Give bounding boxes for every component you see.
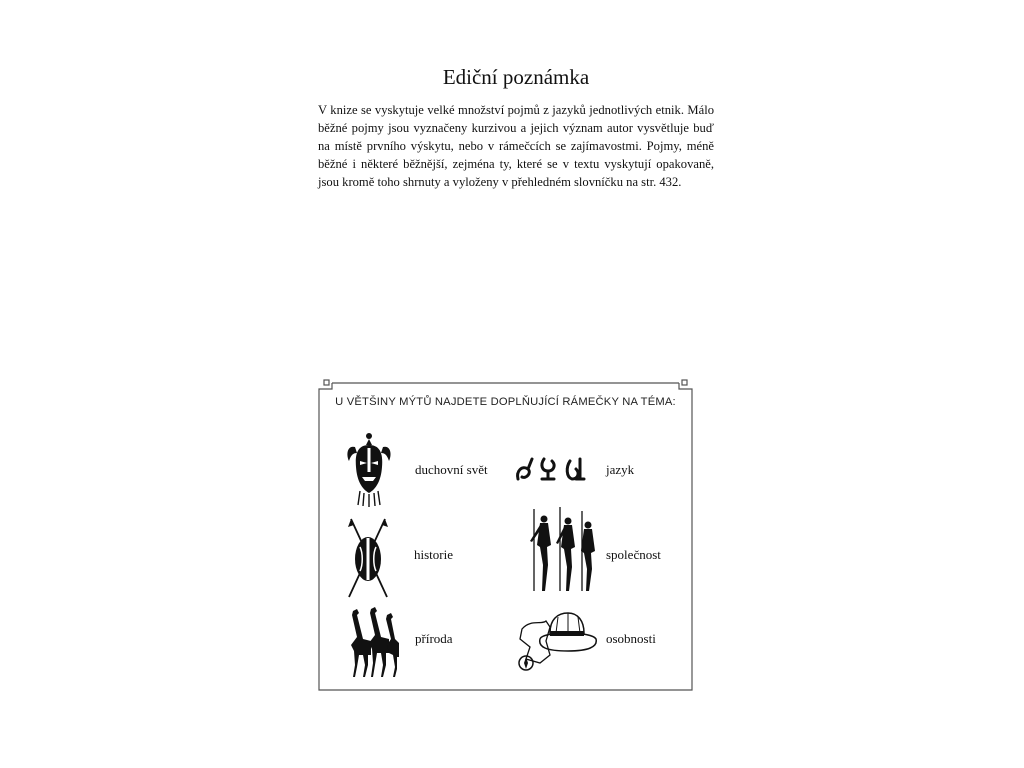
page-title: Ediční poznámka bbox=[442, 65, 590, 89]
warriors-icon bbox=[520, 505, 596, 593]
shield-spears-icon bbox=[343, 515, 393, 601]
topic-label-history: historie bbox=[414, 547, 453, 562]
topic-label-society: společnost bbox=[606, 547, 661, 562]
explorer-hat-icon bbox=[516, 611, 600, 673]
topic-label-language: jazyk bbox=[606, 462, 635, 477]
giraffes-icon bbox=[345, 605, 401, 679]
topic-label-personalities: osobnosti bbox=[606, 631, 656, 646]
topics-box bbox=[318, 377, 693, 691]
box-heading: U VĚTŠINY MÝTŮ NAJDETE DOPLŇUJÍCÍ RÁMEČKY NA TÉMA: bbox=[335, 396, 676, 408]
topic-label-spiritual: duchovní svět bbox=[415, 462, 488, 477]
editorial-note-text: V knize se vyskytuje velké množství pojmů z jazyků jednotlivých etnik. Málo běžné pojmy jsou vyznačeny kurzivou a jejich význam autor vysvětluje buď na místě prvního výskytu, nebo v rámečcích se zajímavostmi. Pojmy, méně běžné i některé běžnější, zejména ty, které se v textu vyskytují opakovaně, jsou kromě toho shrnuty a vyloženy v přehledném slovníčku na str. 432. bbox=[318, 103, 714, 189]
topic-label-nature: příroda bbox=[415, 631, 453, 646]
mask-icon bbox=[345, 431, 393, 507]
script-glyphs-icon bbox=[514, 453, 590, 483]
